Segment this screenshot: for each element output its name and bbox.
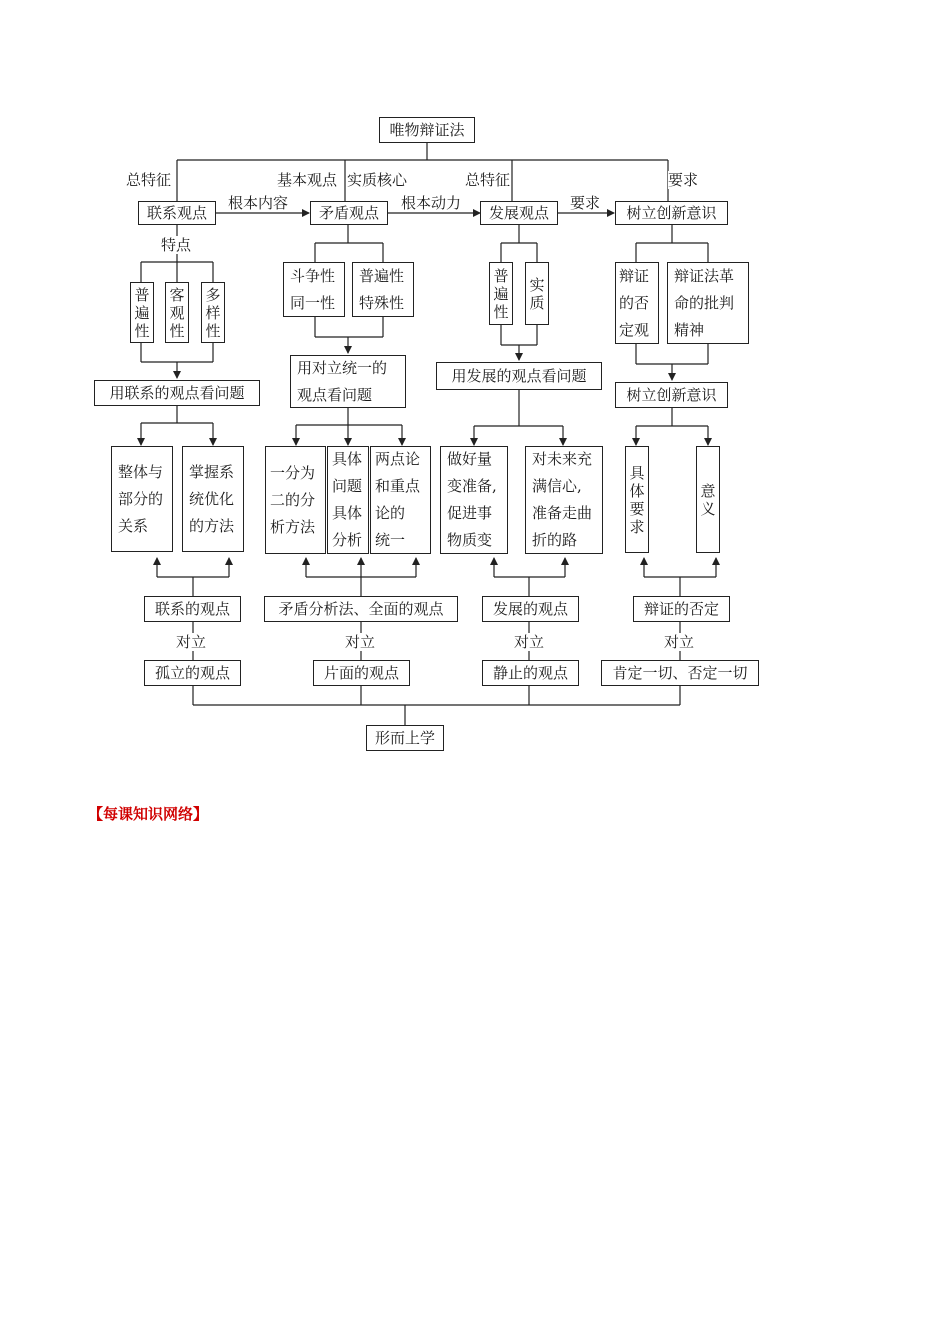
relation-fundamental-driving-force: 根本动力 bbox=[401, 194, 462, 212]
trait-revolutionary-critical-spirit: 辩证法革 命的批判 精神 bbox=[667, 262, 749, 344]
label-opposite-3: 对立 bbox=[514, 633, 545, 651]
root-node: 唯物辩证法 bbox=[379, 117, 475, 143]
view-development: 用发展的观点看问题 bbox=[436, 362, 602, 390]
method-concrete-analysis: 具体 问题 具体 分析 bbox=[327, 446, 369, 554]
label-basic-view: 基本观点 bbox=[277, 171, 338, 189]
trait-essence: 实 质 bbox=[525, 262, 549, 325]
relation-requirement-2: 要求 bbox=[570, 194, 601, 212]
method-whole-and-part: 整体与 部分的 关系 bbox=[111, 446, 173, 552]
label-opposite-2: 对立 bbox=[345, 633, 376, 651]
label-opposite-4: 对立 bbox=[664, 633, 695, 651]
bottom-metaphysics: 形而上学 bbox=[366, 725, 444, 751]
correct-connection-view: 联系的观点 bbox=[144, 596, 241, 622]
method-quantitative-preparation: 做好量 变准备, 促进事 物质变 bbox=[440, 446, 508, 554]
wrong-affirm-or-negate-all: 肯定一切、否定一切 bbox=[601, 660, 759, 686]
wrong-one-sided-view: 片面的观点 bbox=[313, 660, 410, 686]
section-title: 【每课知识网络】 bbox=[88, 805, 209, 823]
wrong-static-view: 静止的观点 bbox=[482, 660, 579, 686]
trait-objectivity: 客 观 性 bbox=[165, 282, 189, 343]
view-innovation-awareness: 树立创新意识 bbox=[615, 382, 728, 408]
view-connection: 用联系的观点看问题 bbox=[94, 380, 260, 406]
method-one-divides-into-two: 一分为 二的分 析方法 bbox=[265, 446, 326, 554]
head-connection-view: 联系观点 bbox=[138, 201, 216, 225]
label-overall-feature-1: 总特征 bbox=[126, 171, 172, 189]
label-opposite-1: 对立 bbox=[176, 633, 207, 651]
trait-struggle-identity: 斗争性 同一性 bbox=[283, 262, 345, 317]
correct-dialectical-negation: 辩证的否定 bbox=[633, 596, 730, 622]
trait-dialectical-negation: 辩证 的否 定观 bbox=[615, 262, 659, 344]
label-requirement-1: 要求 bbox=[668, 171, 699, 189]
correct-contradiction-analysis: 矛盾分析法、全面的观点 bbox=[264, 596, 458, 622]
method-system-optimization: 掌握系 统优化 的方法 bbox=[182, 446, 244, 552]
label-features: 特点 bbox=[161, 236, 192, 254]
trait-universality-particularity: 普遍性 特殊性 bbox=[352, 262, 414, 317]
trait-diversity: 多 样 性 bbox=[201, 282, 225, 343]
method-significance: 意 义 bbox=[696, 446, 720, 553]
method-confidence-in-future: 对未来充 满信心, 准备走曲 折的路 bbox=[525, 446, 603, 554]
label-essence-core: 实质核心 bbox=[347, 171, 408, 189]
head-development-view: 发展观点 bbox=[480, 201, 558, 225]
relation-fundamental-content: 根本内容 bbox=[228, 194, 289, 212]
view-unity-of-opposites: 用对立统一的 观点看问题 bbox=[290, 355, 406, 408]
wrong-isolated-view: 孤立的观点 bbox=[144, 660, 241, 686]
label-overall-feature-2: 总特征 bbox=[465, 171, 511, 189]
method-specific-requirements: 具 体 要 求 bbox=[625, 446, 649, 553]
trait-universality: 普 遍 性 bbox=[130, 282, 154, 343]
head-contradiction-view: 矛盾观点 bbox=[310, 201, 388, 225]
correct-development-view: 发展的观点 bbox=[482, 596, 579, 622]
method-two-point-and-focus: 两点论 和重点 论的 统一 bbox=[370, 446, 431, 554]
head-innovation-awareness: 树立创新意识 bbox=[615, 201, 728, 225]
trait-universality-dev: 普 遍 性 bbox=[489, 262, 513, 325]
